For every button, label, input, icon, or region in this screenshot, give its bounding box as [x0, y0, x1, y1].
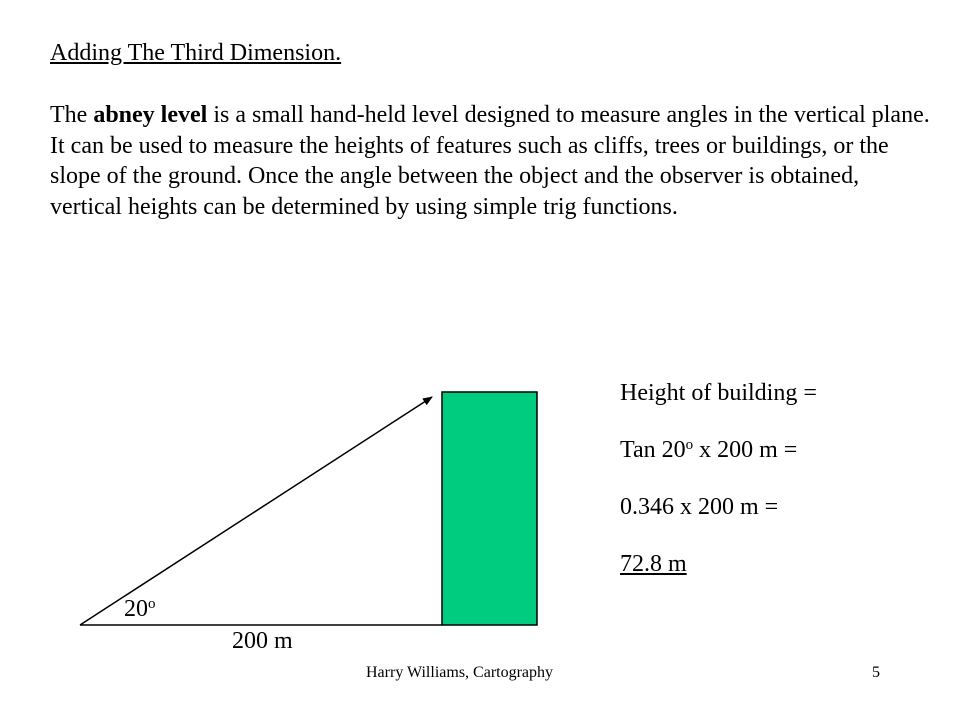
- body-text: is a small hand-held level designed to measure angles in the vertical plane. It can be used to measure the heights of features such as cliffs, trees or buildings, or the slope of the ground. Once the angle between the object and the observer is obtained, vertical heights can be determined by using simple trig functions.: [50, 102, 930, 220]
- page-number: 5: [872, 664, 880, 681]
- calc-line-2: [620, 437, 797, 464]
- calc-result: 72.8 m: [620, 551, 687, 577]
- distance-label: 200 m: [232, 628, 293, 654]
- body-intro: The: [50, 102, 94, 128]
- calc-line-1: Height of building =: [620, 380, 817, 406]
- slide-title: Adding The Third Dimension.: [50, 40, 342, 66]
- angle-label: [124, 596, 156, 623]
- angle-value: 20: [124, 596, 148, 622]
- body-term: abney level: [93, 102, 208, 128]
- sight-line-arrow: [80, 397, 432, 625]
- calc-line-3: 0.346 x 200 m =: [620, 494, 779, 520]
- calc-tan-label: Tan 20: [620, 437, 686, 463]
- calc-tan-rest: x 200 m =: [693, 437, 798, 463]
- footer-author: Harry Williams, Cartography: [366, 664, 554, 681]
- building-rectangle: [442, 392, 537, 625]
- calc-degree-mark: o: [685, 437, 694, 453]
- angle-degree-mark: o: [148, 596, 156, 612]
